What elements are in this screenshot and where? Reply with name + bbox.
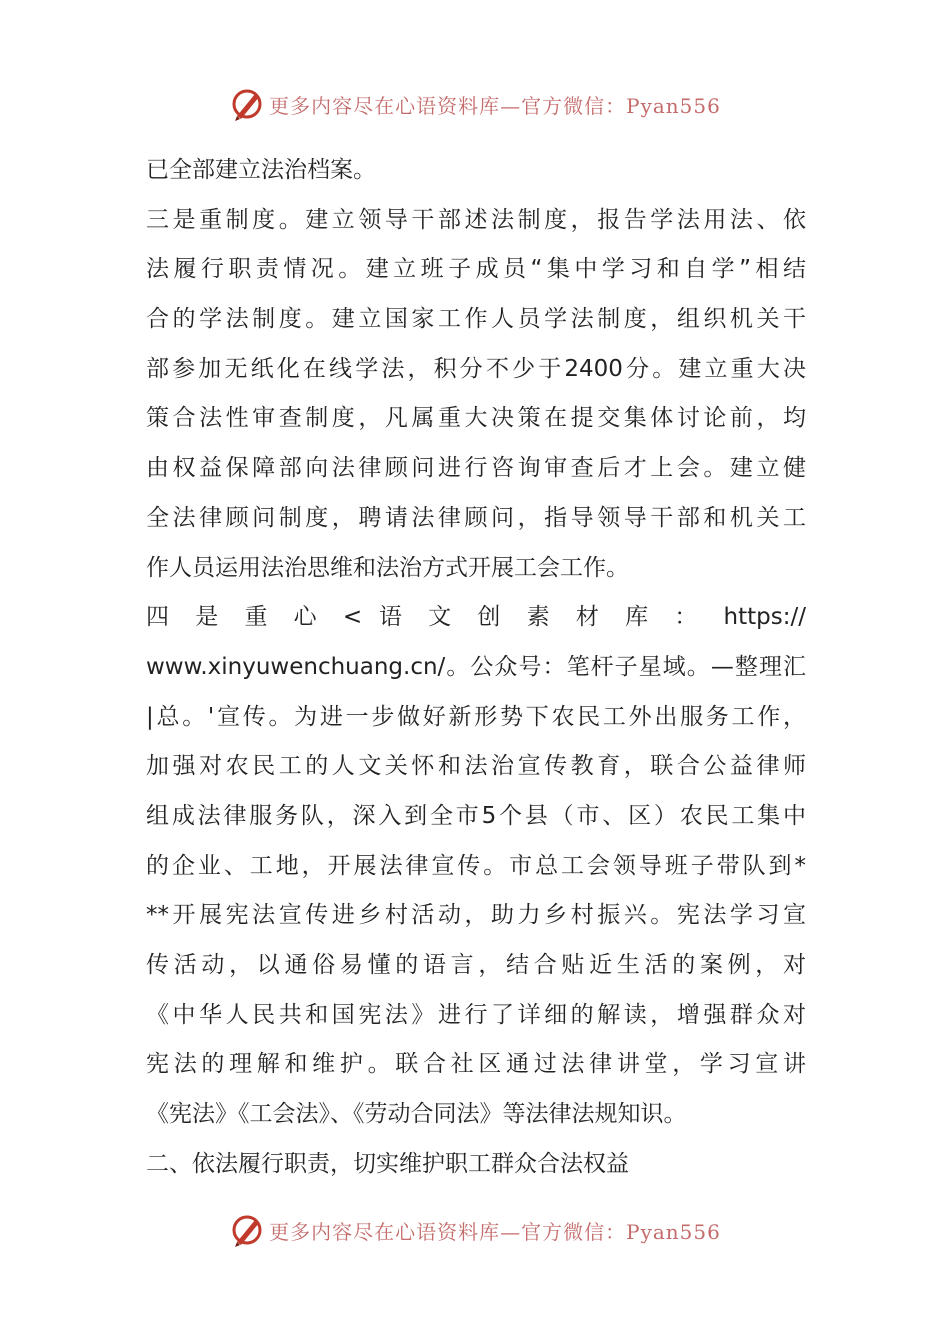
paragraph-line: 三是重制度。建立领导干部述法制度，报告学法用法、依 [146, 206, 806, 233]
paragraph-line: |总。'宣传。为进一步做好新形势下农民工外出服务工作， [146, 703, 806, 730]
pen-logo-icon [229, 86, 265, 122]
paragraph-line: 法履行职责情况。建立班子成员“集中学习和自学”相结 [146, 256, 806, 283]
footer-banner-text: 更多内容尽在心语资料库—官方微信：Pyan556 [269, 1219, 721, 1244]
paragraph-line: 《中华人民共和国宪法》进行了详细的解读，增强群众对 [146, 1001, 806, 1028]
header-banner [0, 84, 950, 124]
paragraph-line: 的企业、工地，开展法律宣传。市总工会领导班子带队到* [146, 852, 806, 879]
paragraph-line: 传活动，以通俗易懂的语言，结合贴近生活的案例，对 [146, 952, 806, 978]
paragraph-line: www.xinyuwenchuang.cn/。公众号：笔杆子星域。—整理汇 [146, 653, 806, 680]
paragraph-line: **开展宪法宣传进乡村活动，助力乡村振兴。宪法学习宣 [146, 902, 806, 929]
paragraph-line: 已全部建立法治档案。 [146, 157, 376, 183]
header-banner-text: 更多内容尽在心语资料库—官方微信：Pyan556 [269, 93, 721, 118]
paragraph-line: 合的学法制度。建立国家工作人员学法制度，组织机关干 [146, 306, 806, 333]
paragraph-line: 《宪法》《工会法》、《劳动合同法》等法律法规知识。 [146, 1101, 687, 1128]
pen-logo-icon [229, 1212, 265, 1248]
paragraph-line: 作人员运用法治思维和法治方式开展工会工作。 [146, 554, 629, 581]
footer-banner [0, 1210, 950, 1250]
section-heading: 二、依法履行职责，切实维护职工群众合法权益 [146, 1150, 629, 1177]
document-body [146, 146, 806, 1189]
paragraph-line: 宪法的理解和维护。联合社区通过法律讲堂，学习宣讲 [146, 1051, 806, 1078]
paragraph-line: 策合法性审查制度，凡属重大决策在提交集体讨论前，均 [146, 405, 806, 432]
paragraph-line: 加强对农民工的人文关怀和法治宣传教育，联合公益律师 [146, 753, 806, 780]
paragraph-line: 四 是 重 心 < 语 文 创 素 材 库 ： https:// [146, 604, 806, 631]
paragraph-line: 组成法律服务队，深入到全市5个县（市、区）农民工集中 [146, 802, 806, 829]
paragraph-line: 由权益保障部向法律顾问进行咨询审查后才上会。建立健 [146, 455, 806, 482]
paragraph-line: 部参加无纸化在线学法，积分不少于2400分。建立重大决 [146, 355, 806, 382]
paragraph-line: 全法律顾问制度，聘请法律顾问，指导领导干部和机关工 [146, 504, 806, 531]
